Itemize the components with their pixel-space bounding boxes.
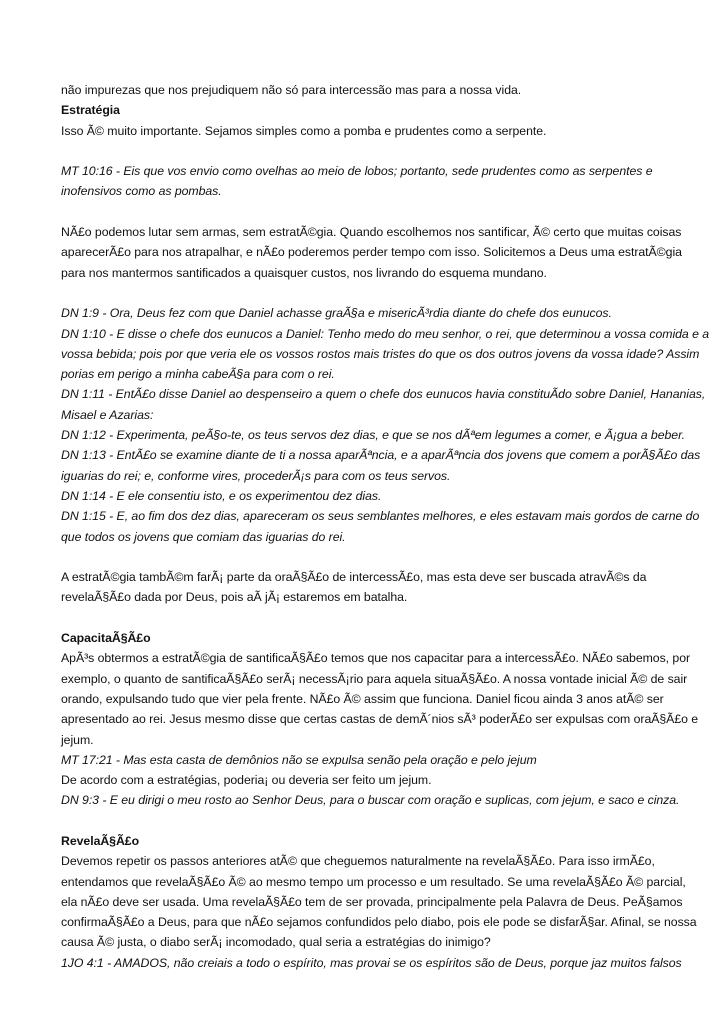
- text-line: confirmaÃ§Ã£o a Deus, para que nÃ£o sejamos confundidos pelo diabo, pois ele pode se disfarÃ§ar. Afinal, se nossa: [61, 915, 697, 930]
- text-line: De acordo com a estratégias, poderia¡ ou deveria ser feito um jejum.: [61, 773, 432, 788]
- document-page: [61, 80, 711, 973]
- text-line: aparecerÃ£o para nos atrapalhar, e nÃ£o poderemos perder tempo com isso. Solicitemos a Deus uma estratÃ©gia: [61, 245, 682, 260]
- verse-line: DN 1:15 - E, ao fim dos dez dias, apareceram os seus semblantes melhores, e eles estavam mais gordos de carne do: [61, 509, 700, 524]
- text-line: Devemos repetir os passos anteriores atÃ© que cheguemos naturalmente na revelaÃ§Ã£o. Para isso irmÃ£o,: [61, 854, 655, 869]
- paragraph: [61, 648, 711, 749]
- verse-line: iguarias do rei; e, conforme vires, procederÃ¡s para com os teus servos.: [61, 468, 451, 483]
- verse-line: DN 1:9 - Ora, Deus fez com que Daniel achasse graÃ§a e misericÃ³rdia diante do chefe dos eunucos.: [61, 306, 612, 321]
- text-line: A estratÃ©gia tambÃ©m farÃ¡ parte da oraÃ§Ã£o de intercessÃ£o, mas esta deve ser buscada atravÃ©s da: [61, 570, 647, 585]
- verse-block: [61, 953, 711, 973]
- verse-line: Misael e Azarias:: [61, 407, 154, 422]
- text-line: jejum.: [61, 732, 94, 747]
- text-line: NÃ£o podemos lutar sem armas, sem estratÃ©gia. Quando escolhemos nos santificar, Ã© certo que muitas coisas: [61, 225, 682, 240]
- text-line: exemplo, o quanto de santificaÃ§Ã£o serÃ¡ necessÃ¡rio para aquela situaÃ§Ã£o. A nossa vontade inicial Ã© de sair: [61, 671, 688, 686]
- paragraph: [61, 222, 711, 283]
- verse-line: porias em perigo a minha cabeÃ§a para com o rei.: [61, 367, 335, 382]
- verse-line: que todos os jovens que comiam das iguarias do rei.: [61, 529, 346, 544]
- verse-block: [61, 750, 711, 770]
- text-line: ApÃ³s obtermos a estratÃ©gia de santificaÃ§Ã£o temos que nos capacitar para a intercessÃ£o. NÃ£o sabemos, por: [61, 651, 691, 666]
- paragraph: [61, 851, 711, 952]
- heading-text: CapacitaÃ§Ã£o: [61, 631, 151, 646]
- verse-line: MT 10:16 - Eis que vos envio como ovelhas ao meio de lobos; portanto, sede prudentes como as serpentes e: [61, 164, 653, 179]
- paragraph: [61, 80, 711, 100]
- verse-line: DN 1:12 - Experimenta, peÃ§o-te, os teus servos dez dias, e que se nos dÃªem legumes a comer, e Ã¡gua a beber.: [61, 428, 686, 443]
- paragraph: [61, 567, 711, 608]
- verse-line: 1JO 4:1 - AMADOS, não creiais a todo o espírito, mas provai se os espíritos são de Deus, porque jaz muitos falsos: [61, 955, 682, 970]
- verse-line: MT 17:21 - Mas esta casta de demônios não se expulsa senão pela oração e pelo jejum: [61, 752, 537, 767]
- text-line: Isso Ã© muito importante. Sejamos simples como a pomba e prudentes como a serpente.: [61, 123, 547, 138]
- text-line: entendamos que revelaÃ§Ã£o Ã© ao mesmo tempo um processo e um resultado. Se uma revelaÃ§Ã£o Ã© parcial,: [61, 874, 686, 889]
- verse-line: DN 1:11 - EntÃ£o disse Daniel ao despenseiro a quem o chefe dos eunucos havia constituÃdo sobre Daniel, Hananias,: [61, 387, 706, 402]
- verse-block: [61, 790, 711, 810]
- paragraph: [61, 121, 711, 141]
- paragraph-spacer: [61, 283, 711, 303]
- paragraph-spacer: [61, 202, 711, 222]
- text-line: orando, expulsando tudo que vier pela frente. NÃ£o Ã© assim que funciona. Daniel ficou ainda 3 anos atÃ© ser: [61, 691, 664, 706]
- verse-line: DN 1:13 - EntÃ£o se examine diante de ti a nossa aparÃªncia, e a aparÃªncia dos jovens que comem a porÃ§Ã£o das: [61, 448, 701, 463]
- heading-text: Estratégia: [61, 103, 120, 118]
- paragraph-spacer: [61, 811, 711, 831]
- paragraph-spacer: [61, 608, 711, 628]
- text-line: para nos mantermos santificados a quaisquer custos, nos livrando do esquema mundano.: [61, 265, 547, 280]
- verse-block: [61, 161, 711, 202]
- verse-line: DN 9:3 - E eu dirigi o meu rosto ao Senhor Deus, para o buscar com oração e suplicas, com jejum, e saco e cinza.: [61, 793, 680, 808]
- text-line: apresentado ao rei. Jesus mesmo disse que certas castas de demÃ´nios sÃ³ poderÃ£o ser expulsas com oraÃ§Ã£o e: [61, 712, 699, 727]
- paragraph-spacer: [61, 547, 711, 567]
- heading: [61, 831, 711, 851]
- text-line: causa Ã© justa, o diabo serÃ¡ incomodado, qual seria a estratégias do inimigo?: [61, 935, 491, 950]
- paragraph: [61, 770, 711, 790]
- heading: [61, 628, 711, 648]
- verse-line: inofensivos como as pombas.: [61, 184, 222, 199]
- text-line: ela nÃ£o deve ser usada. Uma revelaÃ§Ã£o tem de ser provada, principalmente pela Palavra de Deus. PeÃ§amos: [61, 894, 683, 909]
- heading: [61, 100, 711, 120]
- verse-line: DN 1:14 - E ele consentiu isto, e os experimentou dez dias.: [61, 488, 382, 503]
- verse-line: vossa bebida; pois por que veria ele os vossos rostos mais tristes do que os dos outros jovens da vossa idade? Assim: [61, 346, 700, 361]
- text-line: revelaÃ§Ã£o dada por Deus, pois aÃ jÃ¡ estaremos em batalha.: [61, 590, 408, 605]
- heading-text: RevelaÃ§Ã£o: [61, 833, 140, 848]
- verse-line: DN 1:10 - E disse o chefe dos eunucos a Daniel: Tenho medo do meu senhor, o rei, que determinou a vossa comida e a: [61, 326, 710, 341]
- paragraph-spacer: [61, 141, 711, 161]
- verse-block: [61, 303, 711, 547]
- text-line: não impurezas que nos prejudiquem não só para intercessão mas para a nossa vida.: [61, 83, 522, 97]
